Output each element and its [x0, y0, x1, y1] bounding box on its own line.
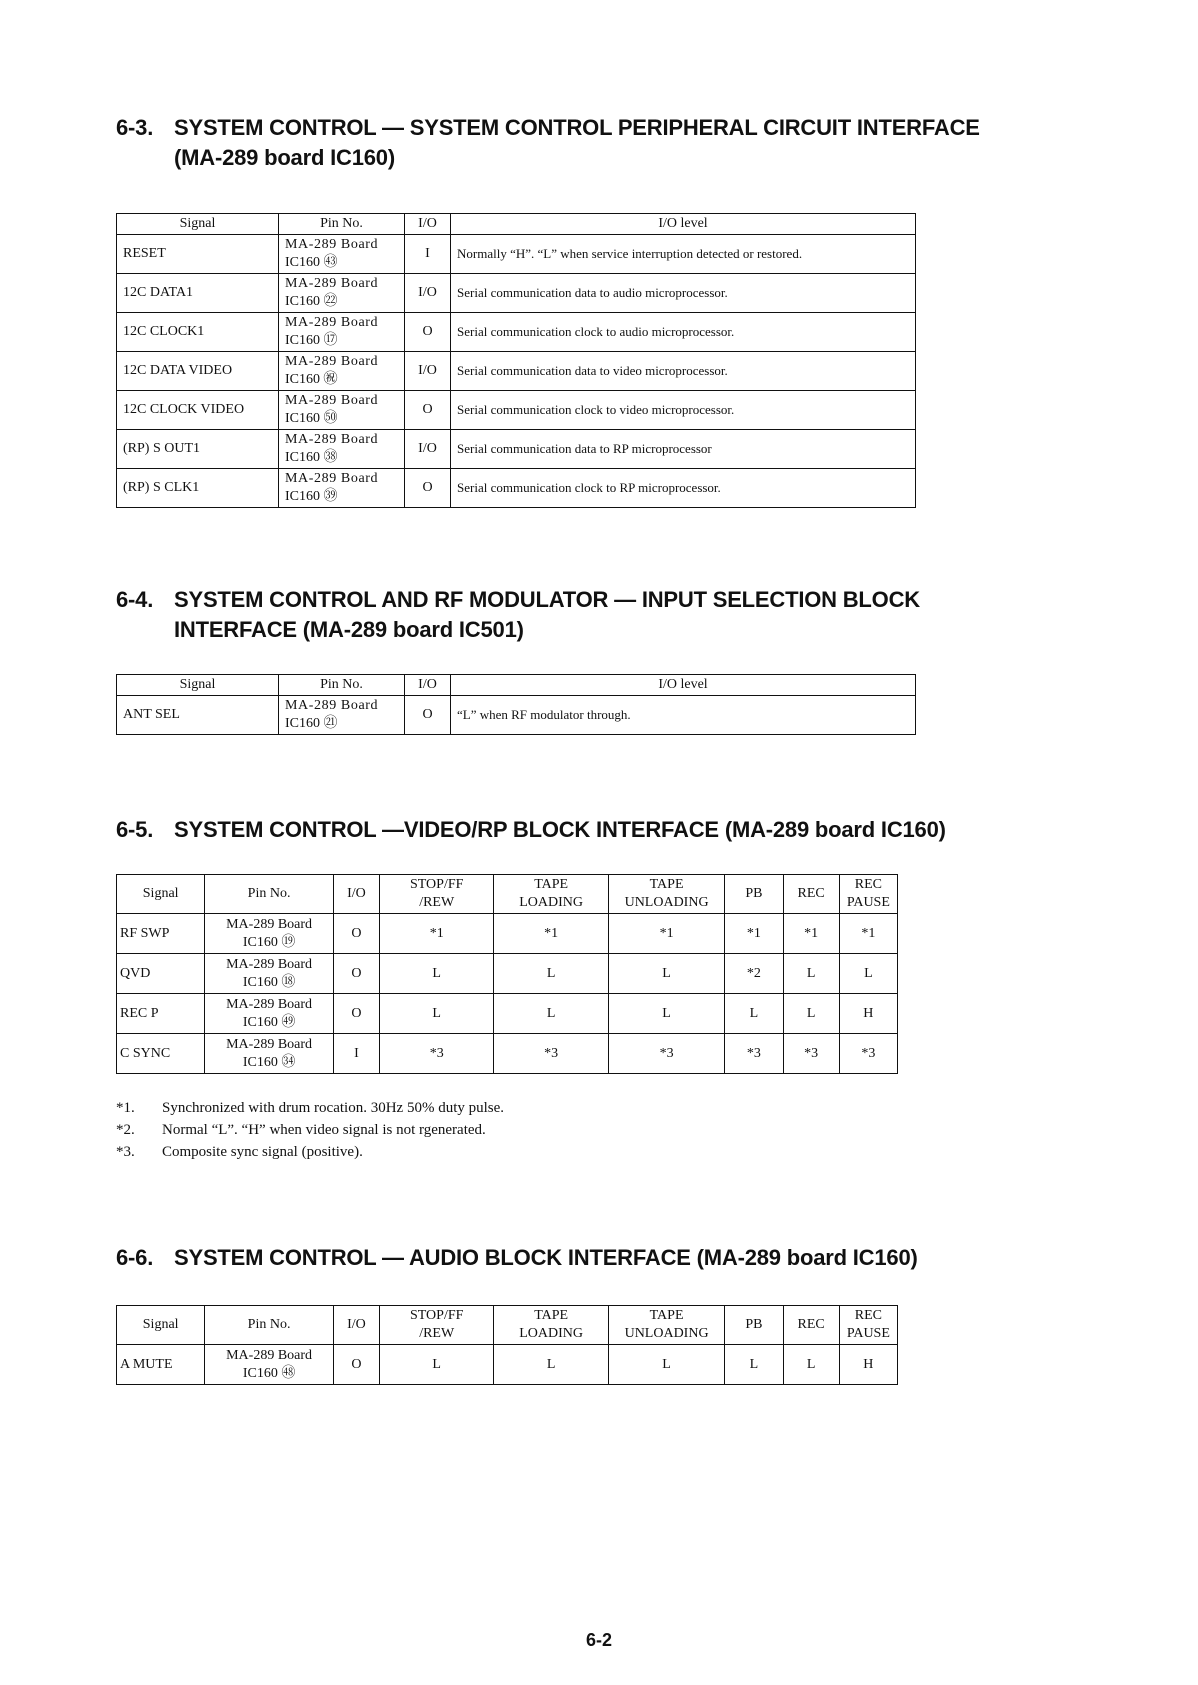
header-line: STOP/FF: [409, 877, 464, 892]
header-signal: Signal: [117, 1306, 205, 1345]
signal-cell: A MUTE: [117, 1345, 205, 1385]
section-number: 6-3.: [116, 115, 154, 140]
level-cell: Serial communication clock to RP microprocessor.: [451, 469, 916, 508]
footnote-key: *3.: [116, 1144, 135, 1160]
pin-cell: [279, 391, 405, 430]
table-header-row: [117, 875, 898, 914]
header-rec-pause: [839, 1306, 897, 1345]
signal-cell: 12C CLOCK VIDEO: [117, 391, 279, 430]
page-number: 6-2: [585, 1630, 612, 1650]
value-cell: L: [379, 994, 493, 1034]
value-cell: *1: [839, 914, 897, 954]
table-row: [117, 274, 916, 313]
header-line: TAPE: [534, 1308, 569, 1323]
pin-cell: [279, 313, 405, 352]
value-cell: L: [379, 1345, 493, 1385]
header-line: /REW: [419, 1326, 455, 1341]
value-cell: *3: [839, 1034, 897, 1074]
pin-cell: [279, 696, 405, 735]
pin-board: MA-289 Board: [285, 276, 379, 291]
header-signal: Signal: [117, 675, 279, 696]
table-header-row: [117, 214, 916, 235]
pin-number: IC160 ㉞: [242, 1054, 296, 1070]
table-row: [117, 994, 898, 1034]
peripheral-interface-table: [116, 213, 916, 508]
value-cell: *1: [783, 914, 839, 954]
level-cell: Serial communication data to audio microprocessor.: [451, 274, 916, 313]
table-row: [117, 391, 916, 430]
pin-number: IC160 ⑰: [285, 333, 338, 348]
header-line: REC: [854, 877, 882, 892]
pin-number: IC160 ㉒: [285, 294, 338, 309]
pin-cell: [279, 352, 405, 391]
pin-number: IC160 ㊸: [285, 255, 338, 270]
pin-cell: [279, 235, 405, 274]
value-cell: *1: [725, 914, 783, 954]
value-cell: *3: [494, 1034, 608, 1074]
value-cell: *3: [783, 1034, 839, 1074]
header-tape-unloading: [608, 1306, 724, 1345]
header-pin: Pin No.: [279, 214, 405, 235]
io-cell: O: [333, 914, 379, 954]
io-cell: O: [333, 1345, 379, 1385]
pin-number: IC160 ㊗: [285, 372, 338, 387]
value-cell: L: [608, 1345, 724, 1385]
section-title-6-5: [116, 815, 946, 845]
value-cell: *1: [379, 914, 493, 954]
header-io: I/O: [405, 214, 451, 235]
section-title-line1: SYSTEM CONTROL AND RF MODULATOR — INPUT SELECTION BLOCK: [174, 587, 920, 612]
table-row: [117, 1345, 898, 1385]
section-title-line1: SYSTEM CONTROL — AUDIO BLOCK INTERFACE (MA-289 board IC160): [174, 1245, 918, 1270]
io-cell: O: [333, 994, 379, 1034]
section-title-line2: INTERFACE (MA-289 board IC501): [174, 617, 524, 642]
header-pin: Pin No.: [279, 675, 405, 696]
value-cell: L: [608, 954, 724, 994]
header-rec: REC: [783, 875, 839, 914]
header-io-level: I/O level: [451, 675, 916, 696]
table-row: [117, 1034, 898, 1074]
section-number: 6-5.: [116, 817, 154, 842]
header-line: TAPE: [534, 877, 569, 892]
input-selection-table: [116, 674, 916, 735]
section-number: 6-6.: [116, 1245, 154, 1270]
table-row: [117, 430, 916, 469]
io-cell: O: [405, 469, 451, 508]
pin-cell: [279, 274, 405, 313]
pin-number: IC160 ㊽: [242, 1365, 296, 1381]
level-cell: Serial communication clock to audio microprocessor.: [451, 313, 916, 352]
header-signal: Signal: [117, 875, 205, 914]
signal-cell: 12C DATA1: [117, 274, 279, 313]
header-stop-ff-rew: [379, 875, 493, 914]
signal-cell: (RP) S CLK1: [117, 469, 279, 508]
section-title-line2: (MA-289 board IC160): [174, 145, 395, 170]
footnote-text: Composite sync signal (positive).: [162, 1144, 363, 1160]
footnote: [116, 1097, 504, 1119]
header-line: TAPE: [649, 877, 684, 892]
value-cell: *3: [725, 1034, 783, 1074]
io-cell: O: [333, 954, 379, 994]
footnote-key: *2.: [116, 1122, 135, 1138]
footnote-key: *1.: [116, 1100, 135, 1116]
pin-cell: [205, 1345, 333, 1385]
pin-board: MA-289 Board: [285, 471, 379, 486]
pin-number: IC160 ㊴: [285, 489, 338, 504]
pin-cell: [205, 914, 333, 954]
header-pb: PB: [725, 875, 783, 914]
level-cell: Serial communication clock to video microprocessor.: [451, 391, 916, 430]
pin-board: MA-289 Board: [226, 996, 313, 1012]
footnote-text: Normal “L”. “H” when video signal is not rgenerated.: [162, 1122, 486, 1138]
pin-number: IC160 ㉑: [285, 716, 338, 731]
table-row: [117, 352, 916, 391]
table-row: [117, 954, 898, 994]
header-line: /REW: [419, 895, 455, 910]
header-pb: PB: [725, 1306, 783, 1345]
header-line: LOADING: [519, 1326, 584, 1341]
value-cell: *3: [608, 1034, 724, 1074]
footnote: [116, 1141, 504, 1163]
signal-cell: REC P: [117, 994, 205, 1034]
header-rec-pause: [839, 875, 897, 914]
level-cell: Normally “H”. “L” when service interruption detected or restored.: [451, 235, 916, 274]
pin-cell: [205, 1034, 333, 1074]
value-cell: L: [783, 954, 839, 994]
io-cell: O: [405, 313, 451, 352]
header-line: REC: [854, 1308, 882, 1323]
value-cell: L: [379, 954, 493, 994]
header-line: STOP/FF: [409, 1308, 464, 1323]
value-cell: H: [839, 994, 897, 1034]
pin-board: MA-289 Board: [226, 956, 313, 972]
header-line: UNLOADING: [624, 895, 709, 910]
pin-number: IC160 ⑱: [242, 974, 296, 990]
section-title-6-6: [116, 1243, 918, 1273]
io-cell: O: [405, 696, 451, 735]
pin-cell: [279, 469, 405, 508]
header-io-level: I/O level: [451, 214, 916, 235]
signal-cell: 12C DATA VIDEO: [117, 352, 279, 391]
footnote: [116, 1119, 504, 1141]
value-cell: L: [725, 994, 783, 1034]
signal-cell: QVD: [117, 954, 205, 994]
value-cell: L: [494, 954, 608, 994]
value-cell: L: [608, 994, 724, 1034]
table-header-row: [117, 675, 916, 696]
header-line: PAUSE: [846, 1326, 890, 1341]
io-cell: O: [405, 391, 451, 430]
header-io: I/O: [333, 875, 379, 914]
header-line: LOADING: [519, 895, 584, 910]
header-pin: Pin No.: [205, 875, 333, 914]
value-cell: L: [725, 1345, 783, 1385]
pin-board: MA-289 Board: [285, 698, 379, 713]
header-io: I/O: [405, 675, 451, 696]
header-pin: Pin No.: [205, 1306, 333, 1345]
value-cell: *3: [379, 1034, 493, 1074]
pin-board: MA-289 Board: [285, 393, 379, 408]
pin-cell: [205, 994, 333, 1034]
pin-board: MA-289 Board: [226, 1347, 313, 1363]
header-io: I/O: [333, 1306, 379, 1345]
header-line: UNLOADING: [624, 1326, 709, 1341]
level-cell: Serial communication data to video microprocessor.: [451, 352, 916, 391]
audio-block-table: [116, 1305, 898, 1385]
value-cell: H: [839, 1345, 897, 1385]
section-title-6-4: [116, 585, 920, 645]
pin-number: IC160 ⑲: [242, 934, 296, 950]
io-cell: I/O: [405, 430, 451, 469]
section-number: 6-4.: [116, 587, 154, 612]
header-rec: REC: [783, 1306, 839, 1345]
header-tape-unloading: [608, 875, 724, 914]
value-cell: L: [783, 994, 839, 1034]
table-row: [117, 313, 916, 352]
video-rp-table: [116, 874, 898, 1074]
pin-board: MA-289 Board: [285, 315, 379, 330]
table-row: [117, 469, 916, 508]
pin-board: MA-289 Board: [226, 916, 313, 932]
table-header-row: [117, 1306, 898, 1345]
header-tape-loading: [494, 875, 608, 914]
footnote-text: Synchronized with drum rocation. 30Hz 50% duty pulse.: [162, 1100, 505, 1116]
io-cell: I/O: [405, 352, 451, 391]
table-row: [117, 235, 916, 274]
value-cell: L: [494, 994, 608, 1034]
pin-cell: [279, 430, 405, 469]
signal-cell: RF SWP: [117, 914, 205, 954]
value-cell: L: [494, 1345, 608, 1385]
io-cell: I/O: [405, 274, 451, 313]
level-cell: “L” when RF modulator through.: [451, 696, 916, 735]
value-cell: *1: [494, 914, 608, 954]
pin-number: IC160 ㊿: [285, 411, 338, 426]
section-title-6-3: [116, 113, 980, 173]
io-cell: I: [333, 1034, 379, 1074]
header-signal: Signal: [117, 214, 279, 235]
section-title-line1: SYSTEM CONTROL —VIDEO/RP BLOCK INTERFACE (MA-289 board IC160): [174, 817, 946, 842]
value-cell: *1: [608, 914, 724, 954]
value-cell: L: [839, 954, 897, 994]
signal-cell: ANT SEL: [117, 696, 279, 735]
pin-board: MA-289 Board: [285, 432, 379, 447]
pin-board: MA-289 Board: [285, 237, 379, 252]
signal-cell: (RP) S OUT1: [117, 430, 279, 469]
signal-cell: RESET: [117, 235, 279, 274]
value-cell: *2: [725, 954, 783, 994]
pin-number: IC160 ㊳: [285, 450, 338, 465]
pin-cell: [205, 954, 333, 994]
footnotes: [116, 1097, 504, 1163]
pin-board: MA-289 Board: [285, 354, 379, 369]
io-cell: I: [405, 235, 451, 274]
signal-cell: C SYNC: [117, 1034, 205, 1074]
signal-cell: 12C CLOCK1: [117, 313, 279, 352]
value-cell: L: [783, 1345, 839, 1385]
section-title-line1: SYSTEM CONTROL — SYSTEM CONTROL PERIPHERAL CIRCUIT INTERFACE: [174, 115, 980, 140]
table-row: [117, 696, 916, 735]
pin-board: MA-289 Board: [226, 1036, 313, 1052]
header-stop-ff-rew: [379, 1306, 493, 1345]
header-line: TAPE: [649, 1308, 684, 1323]
level-cell: Serial communication data to RP microprocessor: [451, 430, 916, 469]
table-row: [117, 914, 898, 954]
header-line: PAUSE: [846, 895, 890, 910]
pin-number: IC160 ㊾: [242, 1014, 296, 1030]
header-tape-loading: [494, 1306, 608, 1345]
